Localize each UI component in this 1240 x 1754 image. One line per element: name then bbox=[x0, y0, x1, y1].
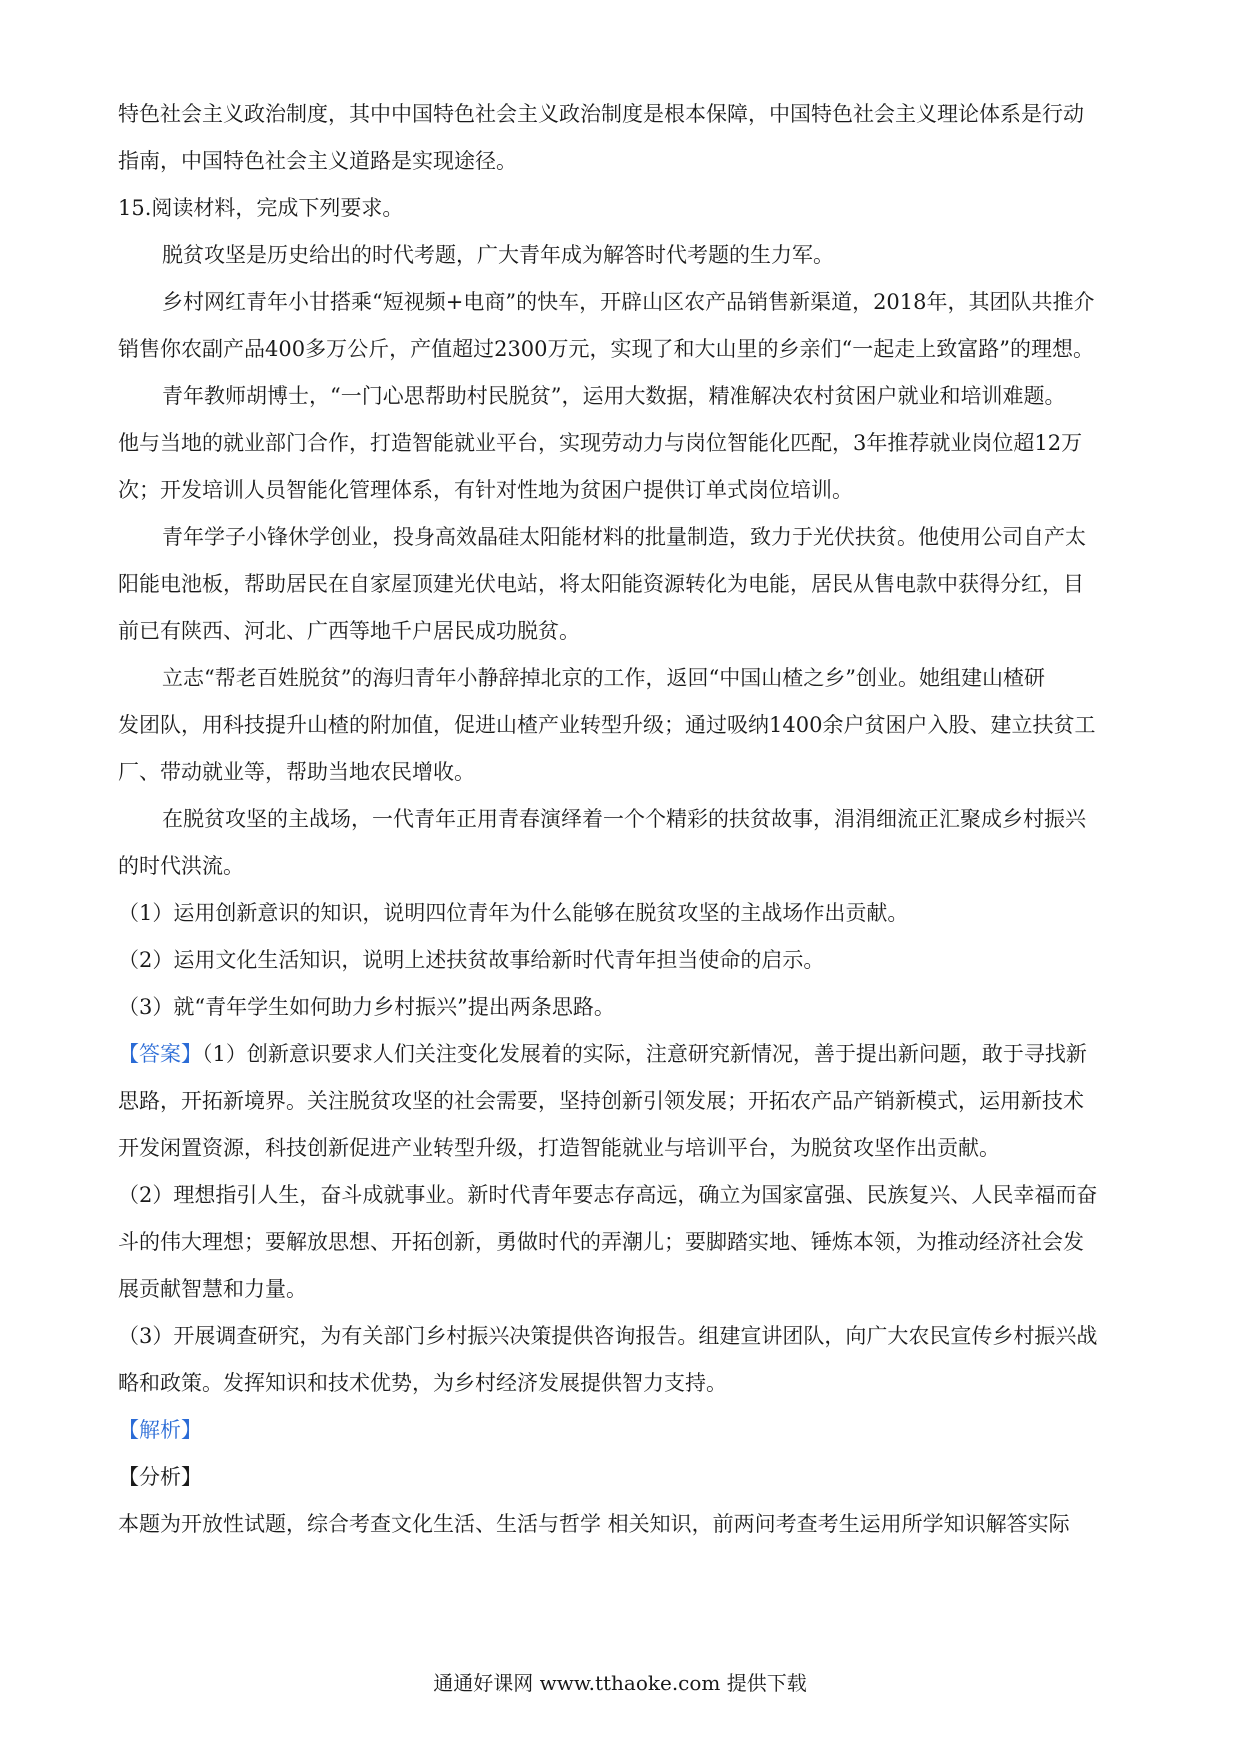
material-paragraph-4: 立志“帮老百姓脱贫”的海归青年小静辞掉北京的工作，返回“中国山楂之乡”创业。她组建山楂研 bbox=[162, 666, 1045, 690]
text-line: 本题为开放性试题，综合考查文化生活、生活与哲学 相关知识，前两问考查考生运用所学知识解答实际 bbox=[118, 1512, 1070, 1536]
text-line: 开发闲置资源，科技创新促进产业转型升级，打造智能就业与培训平台，为脱贫攻坚作出贡献。 bbox=[118, 1136, 1000, 1160]
sub-question-1: （1）运用创新意识的知识，说明四位青年为什么能够在脱贫攻坚的主战场作出贡献。 bbox=[118, 901, 909, 925]
material-paragraph-2: 青年教师胡博士，“一门心思帮助村民脱贫”，运用大数据，精准解决农村贫困户就业和培训难题。 bbox=[162, 384, 1066, 408]
answer-tag: 【答案】 bbox=[118, 1042, 202, 1066]
answer-part-2: （2）理想指引人生，奋斗成就事业。新时代青年要志存高远，确立为国家富强、民族复兴、人民幸福而奋 bbox=[118, 1183, 1098, 1207]
text-line: 他与当地的就业部门合作，打造智能就业平台，实现劳动力与岗位智能化匹配，3年推荐就业岗位超12万 bbox=[118, 431, 1083, 455]
answer-part-3: （3）开展调查研究，为有关部门乡村振兴决策提供咨询报告。组建宣讲团队，向广大农民宣传乡村振兴战 bbox=[118, 1324, 1098, 1348]
sub-question-2: （2）运用文化生活知识，说明上述扶贫故事给新时代青年担当使命的启示。 bbox=[118, 948, 825, 972]
question-title: 15.阅读材料，完成下列要求。 bbox=[118, 196, 404, 220]
text-line: 斗的伟大理想；要解放思想、开拓创新，勇做时代的弄潮儿；要脚踏实地、锤炼本领，为推动经济社会发 bbox=[118, 1230, 1084, 1254]
material-paragraph-3: 青年学子小锋休学创业，投身高效晶硅太阳能材料的批量制造，致力于光伏扶贫。他使用公司自产太 bbox=[162, 525, 1086, 549]
document-body bbox=[118, 96, 1130, 1553]
text-line: 思路，开拓新境界。关注脱贫攻坚的社会需要，坚持创新引领发展；开拓农产品产销新模式，运用新技术 bbox=[118, 1089, 1084, 1113]
text-line: 阳能电池板，帮助居民在自家屋顶建光伏电站，将太阳能资源转化为电能，居民从售电款中获得分红，目 bbox=[118, 572, 1084, 596]
material-paragraph-5: 在脱贫攻坚的主战场，一代青年正用青春演绎着一个个精彩的扶贫故事，涓涓细流正汇聚成乡村振兴 bbox=[162, 807, 1086, 831]
text-line: 发团队，用科技提升山楂的附加值，促进山楂产业转型升级；通过吸纳1400余户贫困户入股、建立扶贫工 bbox=[118, 713, 1096, 737]
analysis-subheading: 【分析】 bbox=[118, 1465, 202, 1489]
text-line: 特色社会主义政治制度，其中中国特色社会主义政治制度是根本保障，中国特色社会主义理论体系是行动 bbox=[118, 102, 1084, 126]
answer-line bbox=[118, 1036, 1130, 1072]
text-line: 销售你农副产品400多万公斤，产值超过2300万元，实现了和大山里的乡亲们“一起走上致富路”的理想。 bbox=[118, 337, 1094, 361]
material-paragraph-1: 乡村网红青年小甘搭乘“短视频+电商”的快车，开辟山区农产品销售新渠道，2018年，其团队共推介 bbox=[162, 290, 1095, 314]
footer-source: 通通好课网 www.tthaoke.com 提供下载 bbox=[433, 1671, 807, 1695]
text-line: 的时代洪流。 bbox=[118, 854, 244, 878]
text-line: 厂、带动就业等，帮助当地农民增收。 bbox=[118, 760, 475, 784]
analysis-tag: 【解析】 bbox=[118, 1418, 202, 1442]
material-paragraph-intro: 脱贫攻坚是历史给出的时代考题，广大青年成为解答时代考题的生力军。 bbox=[162, 243, 834, 267]
text-line: 指南，中国特色社会主义道路是实现途径。 bbox=[118, 149, 517, 173]
text-line: 略和政策。发挥知识和技术优势，为乡村经济发展提供智力支持。 bbox=[118, 1371, 727, 1395]
answer-text: （1）创新意识要求人们关注变化发展着的实际，注意研究新情况，善于提出新问题，敢于寻找新 bbox=[202, 1042, 1087, 1066]
text-line: 展贡献智慧和力量。 bbox=[118, 1277, 307, 1301]
text-line: 前已有陕西、河北、广西等地千户居民成功脱贫。 bbox=[118, 619, 580, 643]
text-line: 次；开发培训人员智能化管理体系，有针对性地为贫困户提供订单式岗位培训。 bbox=[118, 478, 853, 502]
sub-question-3: （3）就“青年学生如何助力乡村振兴”提出两条思路。 bbox=[118, 995, 615, 1019]
